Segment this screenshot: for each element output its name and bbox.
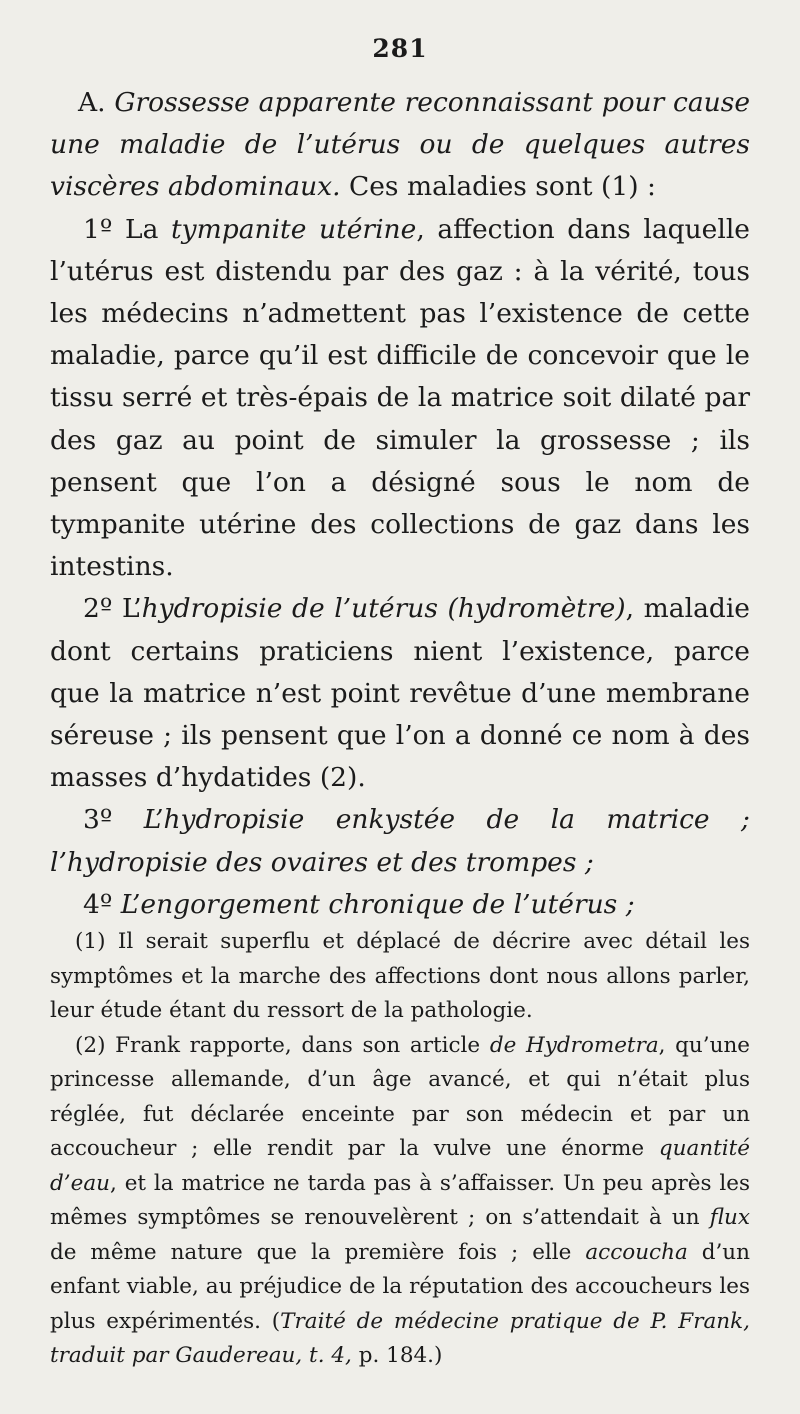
footnote-2-italic-1: de Hydrometra: [489, 1032, 659, 1058]
item-4-number: 4º: [83, 888, 113, 920]
item-2-text-b: , maladie dont certains praticiens nient l’existence, parce que la matrice n’est point revêtue d’une membrane séreuse ; ils pensent que l’on a donné ce nom à des masses d’hydatides (2).: [50, 593, 750, 794]
item-1-number: 1º: [83, 213, 113, 245]
item-3: [50, 799, 750, 883]
item-2: [50, 588, 750, 799]
item-4: [50, 884, 750, 926]
item-1-term: tympanite utérine: [171, 213, 417, 245]
section-letter: A.: [78, 87, 106, 118]
footnote-1-text: Il serait superflu et déplacé de décrire avec détail les symptômes et la marche des affections dont nous allons parler, leur étude étant du ressort de la pathologie.: [50, 929, 750, 1023]
section-heading-paragraph: [50, 82, 750, 209]
section-lead: Ces maladies sont (1) :: [348, 171, 656, 203]
footnote-2: [50, 1029, 750, 1374]
item-1-text-b: , affection dans laquelle l’utérus est distendu par des gaz : à la vérité, tous les médecins n’admettent pas l’existence de cette maladie, parce qu’il est difficile de concevoir que le tissu serré et très-épais de la matrice soit dilaté par des gaz au point de simuler la grossesse ; ils pensent que l’on a désigné sous le nom de tympanite utérine des collections de gaz dans les intestins.: [50, 213, 750, 583]
footnote-2-text-6: p. 184.): [351, 1343, 443, 1368]
footnotes: [50, 925, 750, 1374]
section-title: Grossesse apparente reconnaissant pour cause une maladie de l’utérus ou de quelques autres viscères abdominaux.: [50, 87, 750, 203]
footnote-2-italic-3: flux: [709, 1205, 750, 1230]
item-4-text: L’engorgement chronique de l’utérus ;: [120, 888, 635, 920]
page-number: 281: [372, 34, 428, 63]
item-2-term: hydropisie de l’utérus (hydromètre): [141, 593, 626, 625]
item-2-number: 2º: [83, 593, 113, 625]
footnote-2-italic-4: accoucha: [585, 1239, 688, 1265]
footnote-1-mark: (1): [75, 929, 106, 954]
footnote-2-text-1: Frank rapporte, dans son article: [115, 1032, 490, 1058]
footnote-2-mark: (2): [75, 1032, 106, 1058]
footnote-1: [50, 925, 750, 1029]
main-text: [50, 82, 750, 926]
footnote-2-text-5: d’un enfant viable, au préjudice de la réputation des accoucheurs les plus expérimentés. (: [50, 1239, 750, 1334]
item-3-number: 3º: [83, 804, 113, 836]
footnote-2-text-3: , et la matrice ne tarda pas à s’affaisser. Un peu après les mêmes symptômes se renouvelèrent ; on s’attendait à un: [50, 1170, 750, 1230]
footnote-2-citation: Traité de médecine pratique de P. Frank, traduit par Gaudereau, t. 4,: [50, 1308, 750, 1368]
footnote-2-text-2: , qu’une princesse allemande, d’un âge avancé, et qui n’était plus réglée, fut déclarée enceinte par son médecin et par un accoucheur ; elle rendit par la vulve une énorme: [50, 1032, 751, 1161]
item-1-text-a: La: [124, 213, 171, 245]
item-3-text: L’hydropisie enkystée de la matrice ; l’hydropisie des ovaires et des trompes ;: [50, 804, 750, 878]
footnote-2-text-4: de même nature que la première fois ; elle: [50, 1239, 586, 1265]
item-1: [50, 209, 750, 589]
footnote-2-italic-2: quantité d’eau: [50, 1136, 750, 1196]
item-2-text-a: L’: [121, 593, 142, 625]
